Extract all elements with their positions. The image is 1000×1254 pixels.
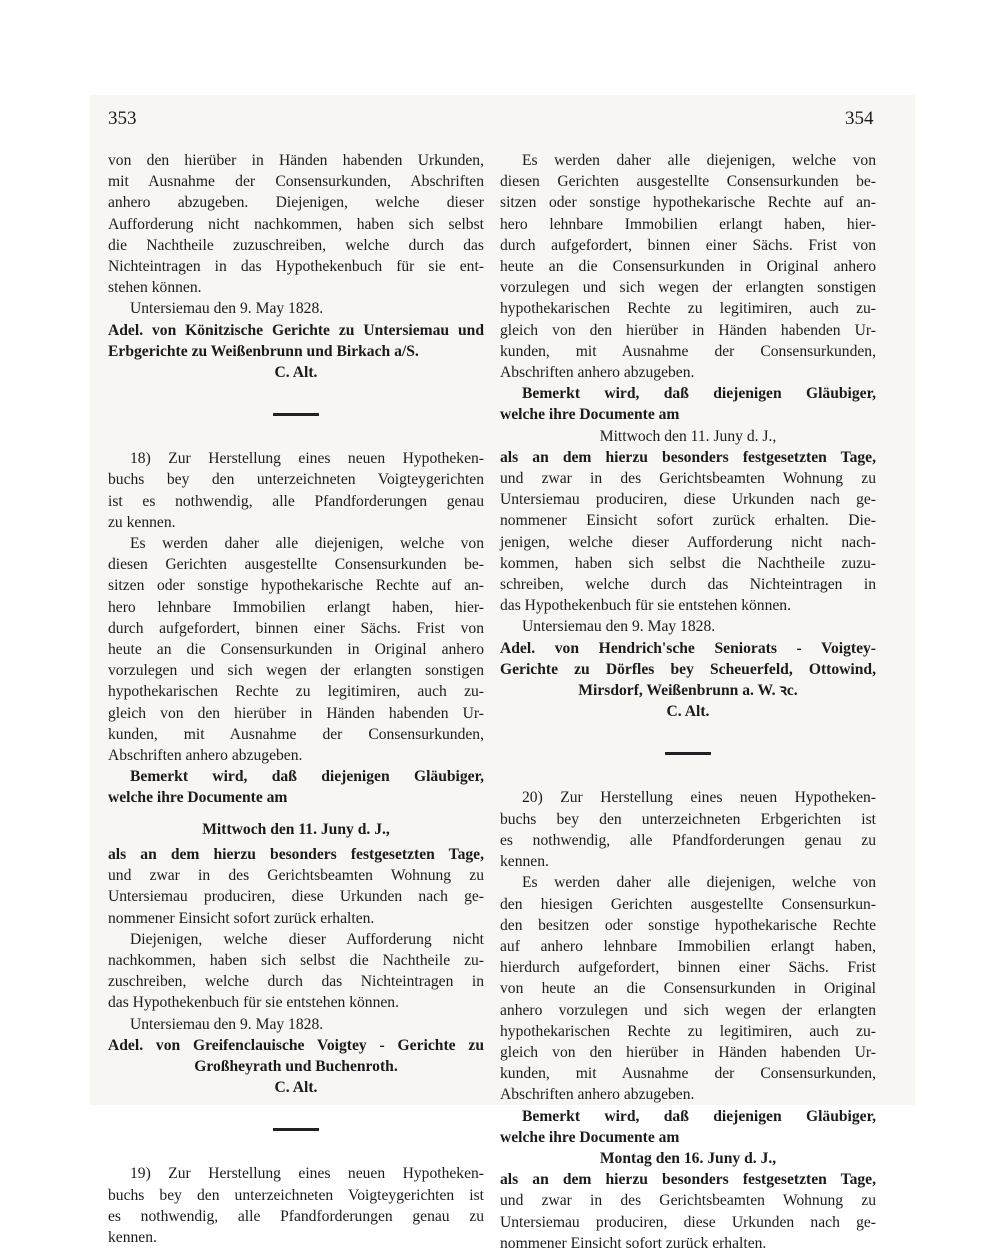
text-line: Untersiemau produciren, diese Urkunden nach ge- — [500, 1213, 876, 1231]
text-line: vorzulegen und sich wegen der erlangten sonstigen — [500, 279, 876, 297]
left-column — [108, 150, 484, 1248]
text-line: sitzen oder sonstige hypothekarische Rechte auf an- — [108, 577, 484, 595]
signature-name: C. Alt. — [274, 364, 318, 382]
text-line: als an dem hierzu besonders festgesetzten Tage, — [500, 448, 876, 466]
text-line: Nichteintragen in das Hypothekenbuch für sie ent- — [108, 258, 484, 276]
section-18-heading — [108, 448, 484, 533]
text-line: kunden, mit Ausnahme der Consensurkunden, — [500, 342, 876, 360]
text-line: hypothekarischen Rechte zu legitimiren, auch zu- — [108, 683, 484, 701]
text-line: 18) Zur Herstellung eines neuen Hypotheken- — [130, 450, 484, 468]
appointment-date: Mittwoch den 11. Juny d. J., — [599, 427, 777, 445]
text-line: gleich von den hierüber in Händen habenden Ur- — [500, 321, 876, 339]
text-line: buchs bey den unterzeichneten Erbgerichten ist — [500, 810, 876, 828]
text-line: kunden, mit Ausnahme der Consensurkunden, — [500, 1065, 876, 1083]
text-line: schreiben, welche durch das Nichteintragen in — [500, 576, 876, 594]
text-line: Es werden daher alle diejenigen, welche von — [522, 152, 876, 169]
intro-paragraph — [108, 150, 484, 298]
continuation-body — [500, 150, 876, 383]
section-divider — [665, 752, 711, 755]
appointment-date: Mittwoch den 11. Juny d. J., — [202, 820, 390, 838]
text-line: 20) Zur Herstellung eines neuen Hypotheken- — [522, 789, 876, 807]
text-line: hero lehnbare Immobilien erlangt haben, hier- — [108, 598, 484, 616]
text-line: heute an die Consensurkunden in Original anhero — [108, 641, 484, 659]
section-divider — [273, 413, 319, 416]
text-line: kennen. — [500, 853, 549, 871]
signature-line: Mirsdorf, Weißenbrunn a. W. ꝛc. — [578, 682, 798, 700]
signature-block — [500, 638, 876, 723]
section-20-body — [500, 872, 876, 1105]
text-line: 19) Zur Herstellung eines neuen Hypotheken- — [130, 1165, 484, 1183]
appointment-date: Montag den 16. Juny d. J., — [599, 1149, 777, 1167]
text-line: anhero vorzulegen und sich wegen der erlangten — [500, 1001, 876, 1019]
section-19-heading — [108, 1163, 484, 1248]
text-line: und zwar in des Gerichtsbeamten Wohnung zu — [500, 470, 876, 488]
text-line: und zwar in des Gerichtsbeamten Wohnung zu — [500, 1192, 876, 1210]
text-line: Untersiemau produciren, diese Urkunden nach ge- — [500, 491, 876, 509]
text-line: buchs bey den unterzeichneten Voigteygerichten — [108, 471, 484, 489]
text-line: nommener Einsicht sofort zurück erhalten. Die- — [500, 512, 876, 530]
section-18-notice — [108, 766, 484, 808]
text-line: durch aufgefordert, binnen einer Sächs. Frist von — [108, 619, 484, 637]
text-line: welche ihre Documente am — [500, 1128, 680, 1146]
signature-block — [108, 320, 484, 384]
text-line: Abschriften anhero abzugeben. — [500, 364, 695, 382]
text-line: hypothekarischen Rechte zu legitimiren, auch zu- — [500, 1022, 876, 1040]
text-line: nommener Einsicht sofort zurück erhalten. — [500, 1234, 767, 1252]
text-line: von heute an die Consensurkunden in Original — [500, 980, 876, 998]
text-line: hero lehnbare Immobilien erlangt haben, hier- — [500, 215, 876, 233]
page-number-left: 353 — [108, 108, 137, 129]
text-line: den besitzen oder sonstige hypothekarische Rechte — [500, 916, 876, 934]
text-line: es nothwendig, alle Pfandforderungen genau zu — [108, 1207, 484, 1225]
text-line: Aufforderung nicht nachkommen, haben sich selbst — [108, 215, 484, 233]
signature-name: C. Alt. — [666, 703, 710, 721]
text-line: durch aufgefordert, binnen einer Sächs. Frist von — [500, 236, 876, 254]
text-line: und zwar in des Gerichtsbeamten Wohnung zu — [108, 867, 484, 885]
date-line: Untersiemau den 9. May 1828. — [130, 1015, 324, 1033]
text-line: zuschreiben, welche durch das Nichteintragen in — [108, 973, 484, 991]
continuation-after — [500, 447, 876, 617]
text-line: stehen können. — [108, 279, 202, 297]
page-number-right: 354 — [845, 108, 874, 129]
section-20-after — [500, 1169, 876, 1254]
signature-name: C. Alt. — [274, 1079, 318, 1097]
right-column — [500, 150, 876, 1254]
section-18-final — [108, 929, 484, 1014]
text-line: Diejenigen, welche dieser Aufforderung nicht — [130, 930, 484, 948]
text-line: das Hypothekenbuch für sie entstehen können. — [500, 597, 792, 615]
text-line: mit Ausnahme der Consensurkunden, Abschriften — [108, 173, 484, 191]
text-line: sitzen oder sonstige hypothekarische Rechte auf an- — [500, 194, 876, 212]
text-line: diesen Gerichten ausgestellte Consensurkunden be- — [108, 556, 484, 574]
signature-line: Adel. von Greifenclauische Voigtey - Gerichte zu — [108, 1036, 484, 1054]
text-line: Untersiemau produciren, diese Urkunden nach ge- — [108, 888, 484, 906]
text-line: es nothwendig, alle Pfandforderungen genau zu — [500, 831, 876, 849]
text-line: vorzulegen und sich wegen der erlangten sonstigen — [108, 662, 484, 680]
text-line: Bemerkt wird, daß diejenigen Gläubiger, — [522, 1107, 876, 1125]
text-line: gleich von den hierüber in Händen habenden Ur- — [500, 1043, 876, 1061]
text-line: ist es nothwendig, alle Pfandforderungen genau — [108, 492, 484, 510]
text-line: hypothekarischen Rechte zu legitimiren, auch zu- — [500, 300, 876, 318]
text-line: buchs bey den unterzeichneten Voigteygerichten ist — [108, 1186, 484, 1204]
text-line: Bemerkt wird, daß diejenigen Gläubiger, — [130, 768, 484, 786]
text-line: auf anhero lehnbare Immobilien erlangt haben, — [500, 937, 876, 955]
text-line: jenigen, welche dieser Aufforderung nicht nach- — [500, 533, 876, 551]
text-line: das Hypothekenbuch für sie entstehen können. — [108, 994, 400, 1012]
text-line: Abschriften anhero abzugeben. — [500, 1086, 695, 1104]
text-line: nachkommen, haben sich selbst die Nachtheile zu- — [108, 951, 484, 969]
section-divider — [273, 1128, 319, 1131]
signature-line: Adel. von Hendrich'sche Seniorats - Voigtey- — [500, 639, 876, 657]
text-line: nommener Einsicht sofort zurück erhalten. — [108, 909, 375, 927]
text-line: anhero abzugeben. Diejenigen, welche dieser — [108, 194, 484, 212]
text-line: den hiesigen Gerichten ausgestellte Consensurkun- — [500, 895, 876, 913]
text-line: welche ihre Documente am — [500, 406, 680, 424]
section-18-after — [108, 844, 484, 929]
text-line: gleich von den hierüber in Händen habenden Ur- — [108, 704, 484, 722]
section-18-body — [108, 533, 484, 766]
signature-line: Großheyrath und Buchenroth. — [194, 1057, 398, 1075]
text-line: die Nachtheile zuzuschreiben, welche durch das — [108, 236, 484, 254]
text-line: kommen, haben sich selbst die Nachtheile zuzu- — [500, 554, 876, 572]
text-line: Bemerkt wird, daß diejenigen Gläubiger, — [522, 385, 876, 403]
date-line: Untersiemau den 9. May 1828. — [130, 300, 324, 318]
text-line: welche ihre Documente am — [108, 789, 288, 807]
text-line: kunden, mit Ausnahme der Consensurkunden, — [108, 725, 484, 743]
text-line: Abschriften anhero abzugeben. — [108, 747, 303, 765]
section-20-heading — [500, 787, 876, 872]
text-line: Es werden daher alle diejenigen, welche von — [130, 535, 484, 553]
text-line: Es werden daher alle diejenigen, welche von — [522, 874, 876, 892]
text-line: kennen. — [108, 1228, 157, 1246]
text-line: diesen Gerichten ausgestellte Consensurkunden be- — [500, 173, 876, 191]
signature-line: Gerichte zu Dörfles bey Scheuerfeld, Ottowind, — [500, 660, 876, 678]
text-line: als an dem hierzu besonders festgesetzten Tage, — [500, 1171, 876, 1189]
text-line: zu kennen. — [108, 513, 176, 531]
text-line: von den hierüber in Händen habenden Urkunden, — [108, 152, 484, 169]
signature-block — [108, 1035, 484, 1099]
text-line: heute an die Consensurkunden in Original anhero — [500, 258, 876, 276]
date-line: Untersiemau den 9. May 1828. — [522, 618, 716, 636]
text-line: hierdurch aufgefordert, binnen einer Sächs. Frist — [500, 959, 876, 977]
section-20-notice — [500, 1106, 876, 1148]
signature-line: Adel. von Könitzische Gerichte zu Untersiemau und — [108, 321, 484, 339]
continuation-notice — [500, 383, 876, 425]
signature-line: Erbgerichte zu Weißenbrunn und Birkach a/S. — [108, 342, 419, 360]
text-line: als an dem hierzu besonders festgesetzten Tage, — [108, 845, 484, 863]
